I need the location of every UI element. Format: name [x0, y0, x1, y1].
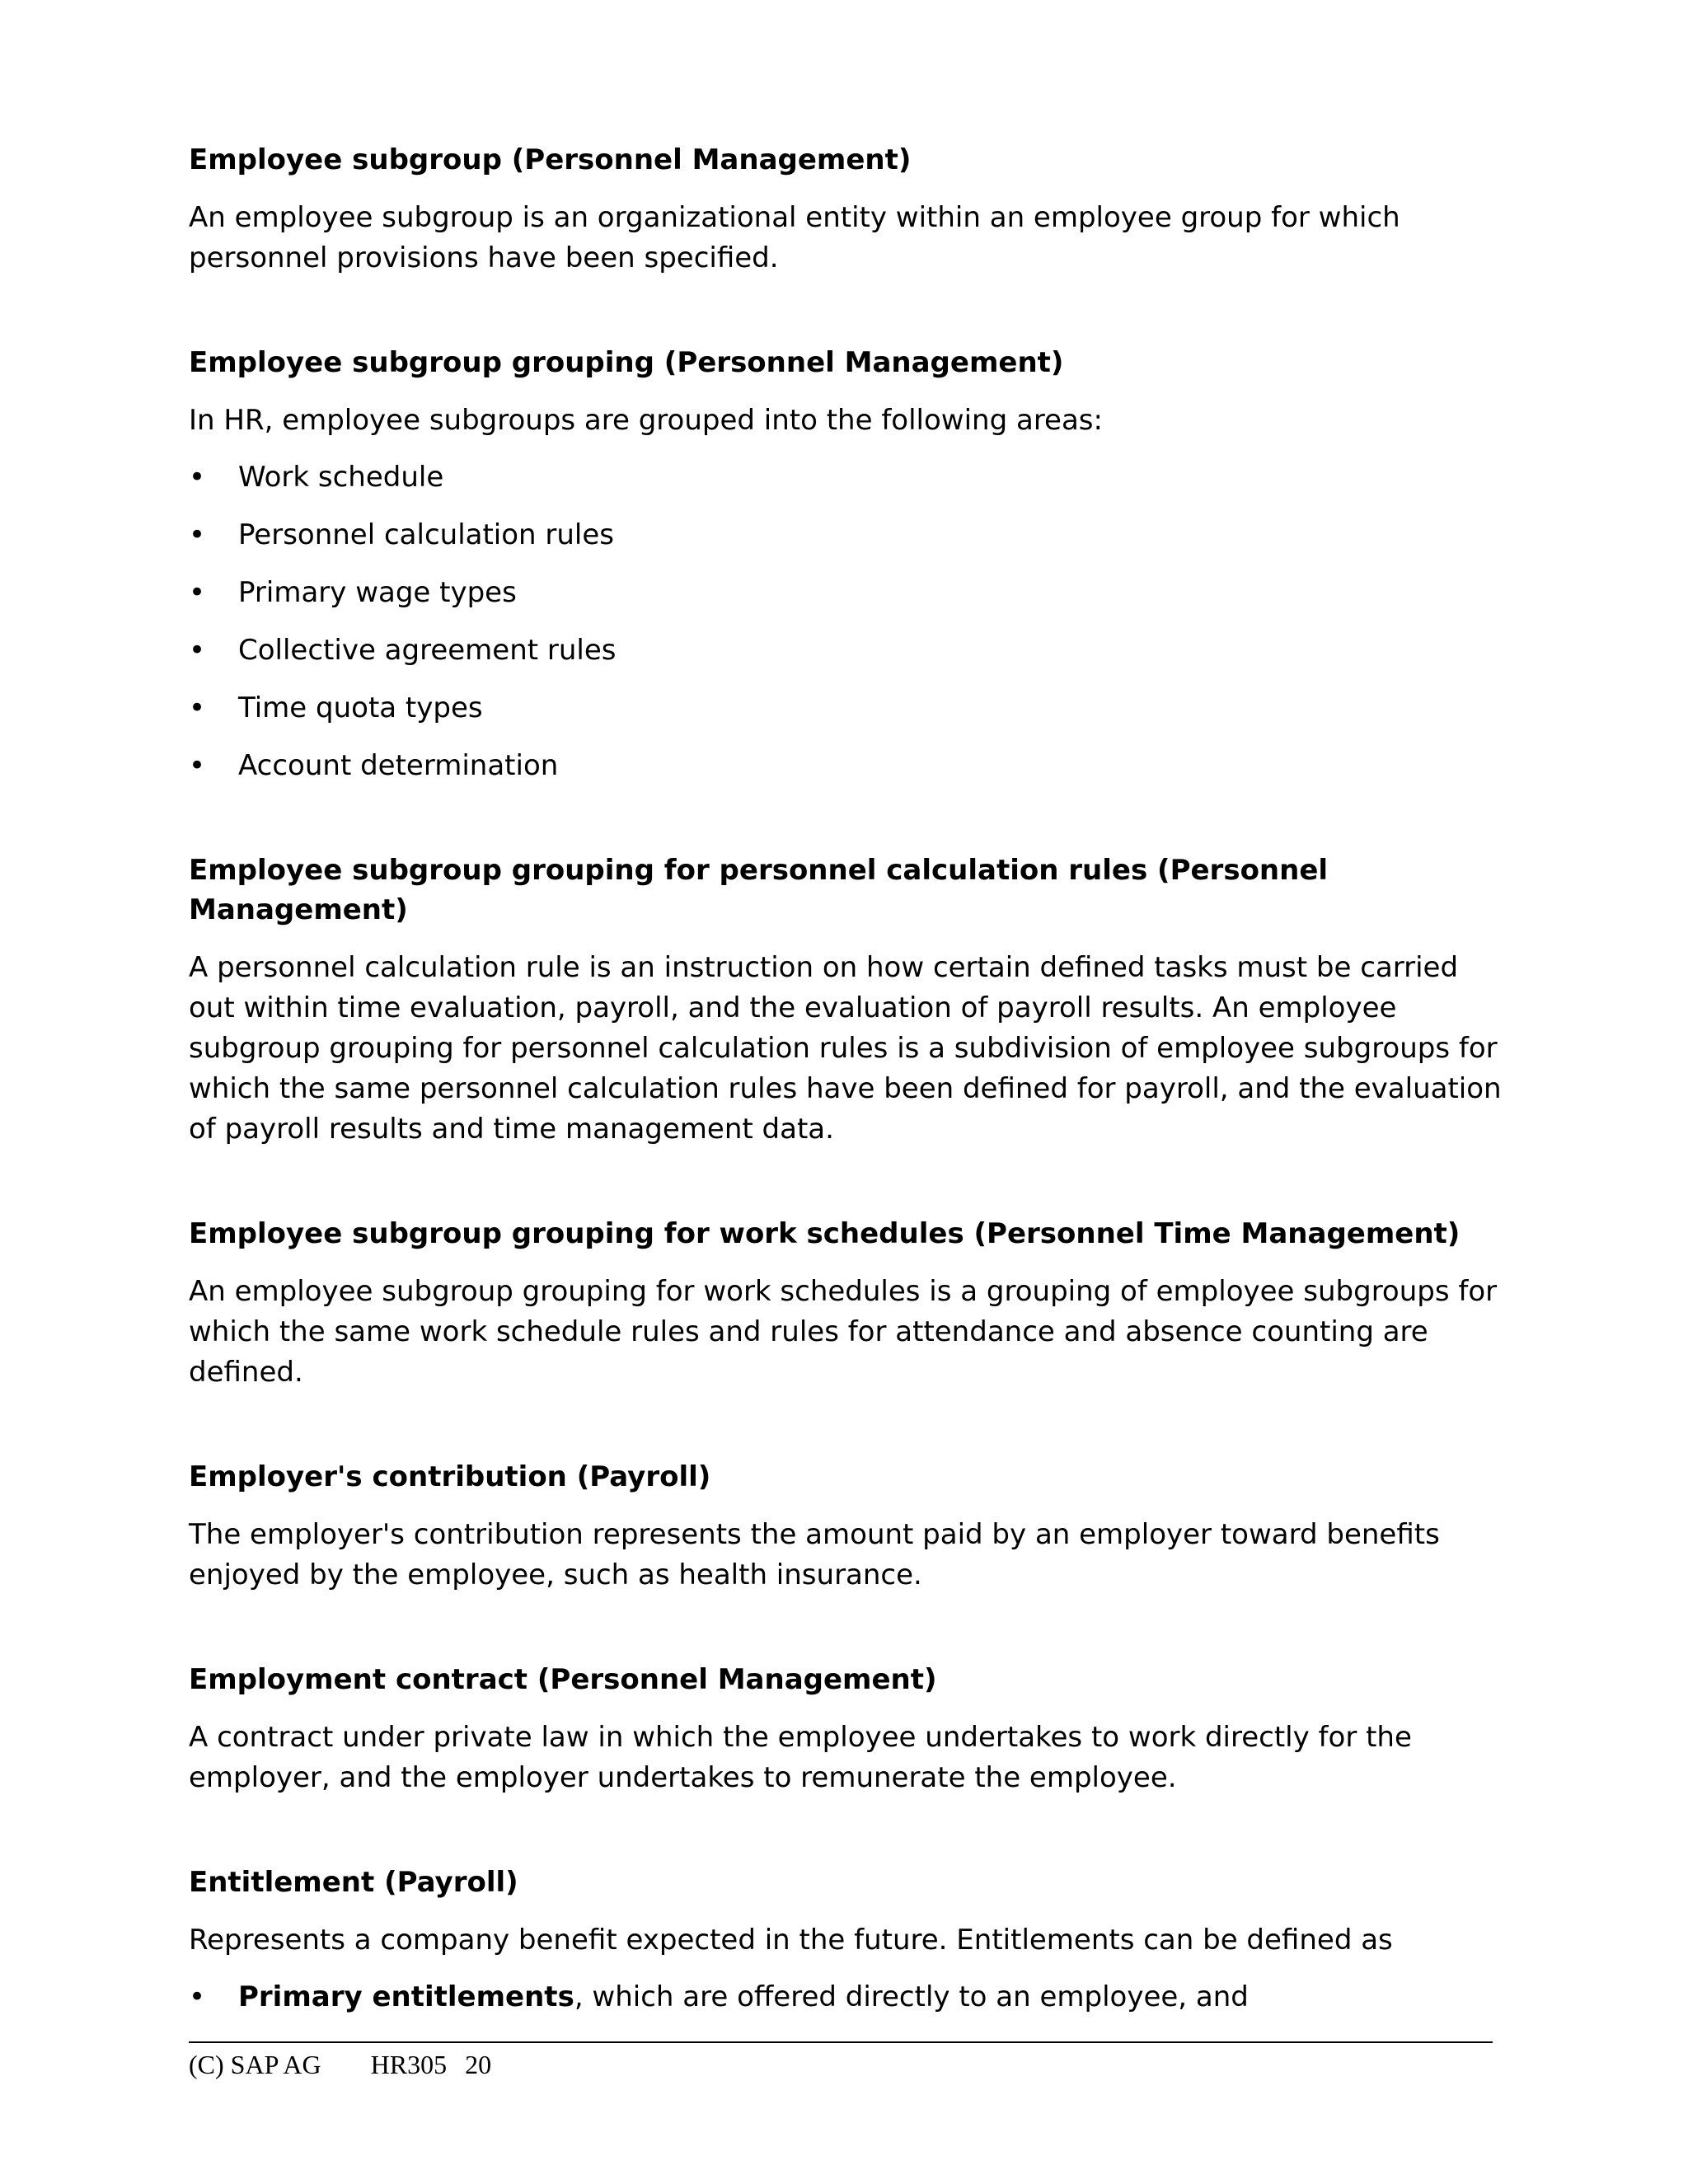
entry-body: Represents a company benefit expected in the future. Entitlements can be defined as — [189, 1924, 1393, 1957]
entry-body: An employee subgroup grouping for work schedules is a grouping of employee subgroups for which the same work schedule rules and rules for attendance and absence counting are defined. — [189, 1275, 1498, 1389]
page-footer — [189, 2041, 1493, 2081]
footer-page-number: 20 — [465, 2050, 492, 2079]
list-item-text: Account determination — [238, 749, 559, 782]
bullet-icon: • — [189, 691, 206, 724]
bullet-icon: • — [189, 576, 206, 609]
entry-heading: Employee subgroup grouping for personnel calculation rules (Personnel Management) — [189, 854, 1329, 926]
glossary-entry — [189, 140, 1507, 279]
entry-heading: Employment contract (Personnel Management) — [189, 1663, 937, 1696]
bullet-icon: • — [189, 461, 206, 494]
glossary-entry — [189, 1214, 1507, 1393]
entry-heading: Employee subgroup grouping (Personnel Management) — [189, 346, 1064, 379]
list-item-text: Time quota types — [238, 691, 483, 724]
list-item-text: Primary wage types — [238, 576, 517, 609]
glossary-entry — [189, 1863, 1507, 2018]
bullet-icon: • — [189, 634, 206, 667]
entry-body: In HR, employee subgroups are grouped into the following areas: — [189, 404, 1103, 437]
entry-heading: Employer's contribution (Payroll) — [189, 1460, 711, 1493]
list-item — [189, 515, 1507, 555]
entry-body: The employer's contribution represents the amount paid by an employer toward benefits enjoyed by the employee, such as health insurance. — [189, 1518, 1440, 1591]
list-item — [189, 746, 1507, 786]
entry-body: An employee subgroup is an organizational entity within an employee group for which personnel provisions have been specified. — [189, 201, 1400, 274]
bullet-list — [189, 457, 1507, 786]
glossary-entry — [189, 343, 1507, 786]
list-item — [189, 1977, 1507, 2018]
list-item-bold-term: Primary entitlements — [238, 1980, 574, 2013]
list-item — [189, 457, 1507, 498]
list-item — [189, 630, 1507, 671]
entry-heading: Entitlement (Payroll) — [189, 1866, 518, 1899]
bullet-list — [189, 1977, 1507, 2018]
list-item — [189, 688, 1507, 729]
list-item-text: Work schedule — [238, 461, 444, 494]
footer-copyright: (C) SAP AG — [189, 2050, 321, 2079]
footer-course-code: HR305 — [370, 2050, 448, 2079]
list-item-text: Personnel calculation rules — [238, 518, 615, 551]
glossary-entry — [189, 851, 1507, 1150]
list-item-text: Collective agreement rules — [238, 634, 617, 667]
glossary-entry — [189, 1457, 1507, 1596]
bullet-icon: • — [189, 749, 206, 782]
list-item-text: , which are offered directly to an employee, and — [574, 1980, 1249, 2013]
entry-body: A personnel calculation rule is an instruction on how certain defined tasks must be carried out within time evaluation, payroll, and the evaluation of payroll results. An employee subgroup grouping for personnel calculation rules is a subdivision of employee subgroups for which the same personnel calculation rules have been defined for payroll, and the evaluation of payroll results and time management data. — [189, 951, 1502, 1146]
bullet-icon: • — [189, 1980, 206, 2013]
glossary-entry — [189, 1660, 1507, 1798]
entry-heading: Employee subgroup grouping for work schedules (Personnel Time Management) — [189, 1217, 1461, 1250]
bullet-icon: • — [189, 518, 206, 551]
entry-heading: Employee subgroup (Personnel Management) — [189, 143, 912, 176]
glossary-content — [189, 140, 1507, 2082]
list-item — [189, 573, 1507, 613]
entry-body: A contract under private law in which the employee undertakes to work directly for the employer, and the employer undertakes to remunerate the employee. — [189, 1721, 1412, 1794]
